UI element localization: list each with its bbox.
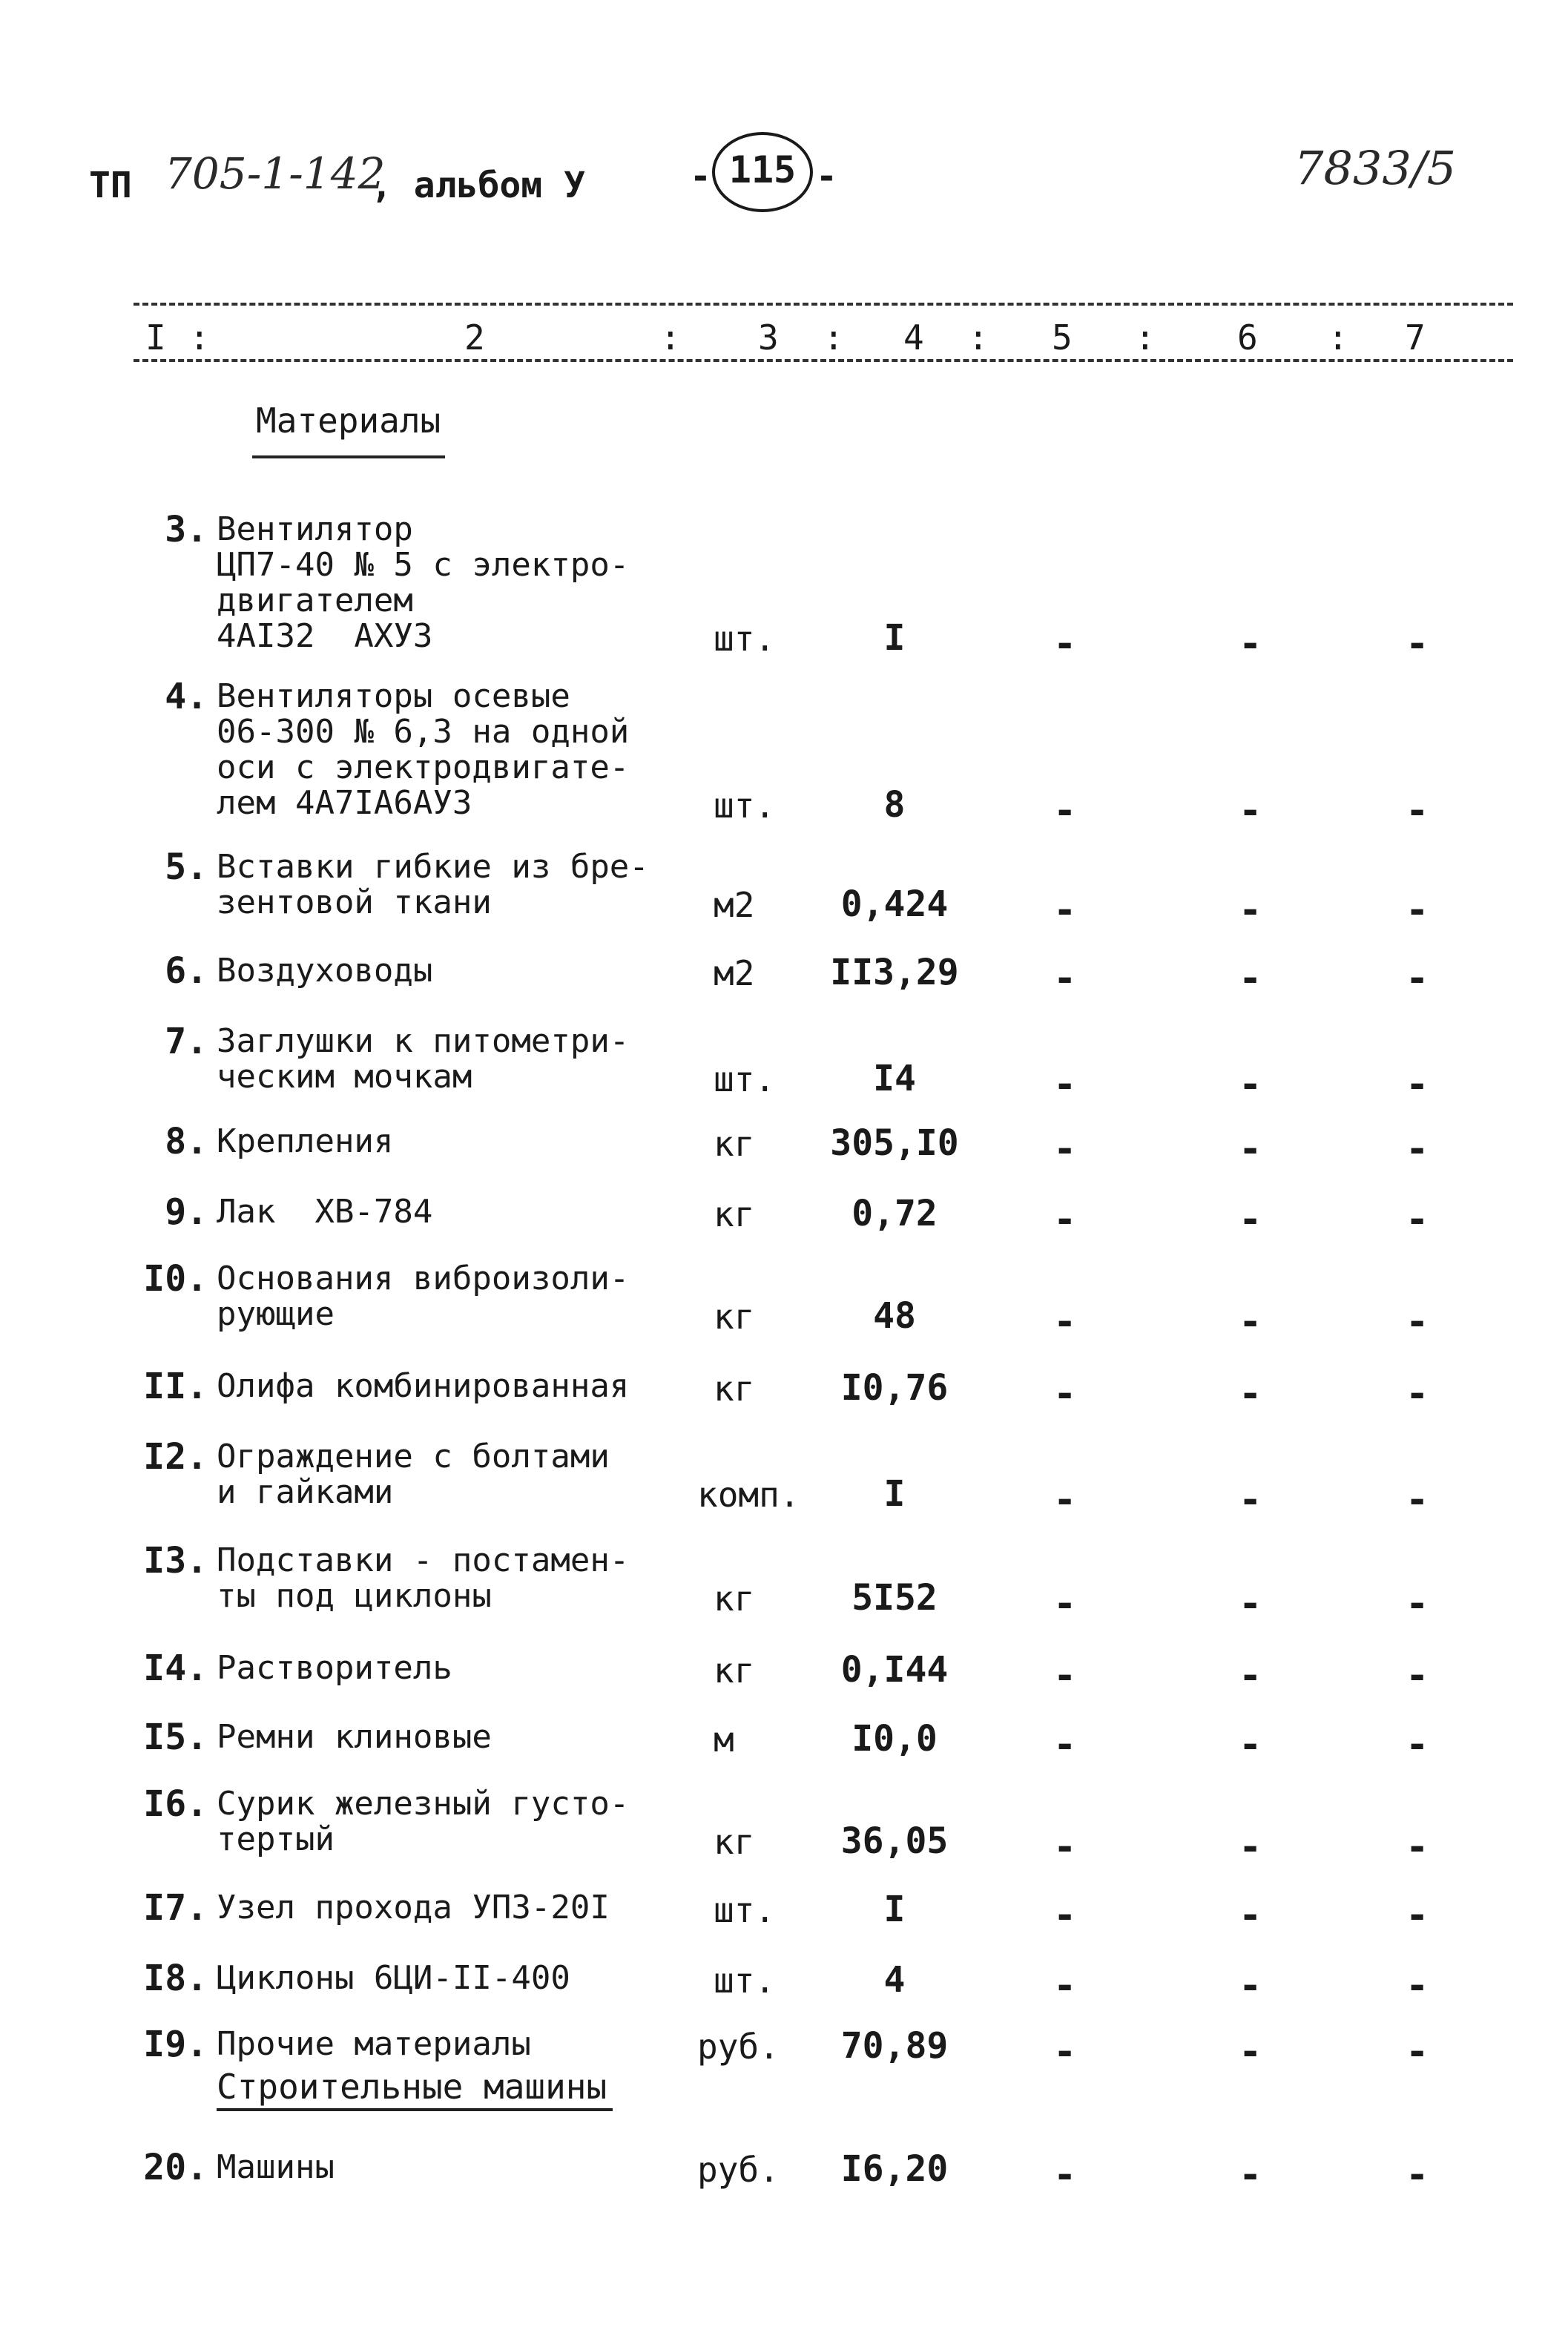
row-name: Узел прохода УП3-20I [217, 1889, 610, 1926]
empty-cell-dash: - [1053, 2153, 1077, 2197]
empty-cell-dash: - [1053, 1653, 1077, 1698]
row-name: Машины [217, 2148, 335, 2186]
empty-cell-dash: - [1406, 1893, 1429, 1938]
empty-cell-dash: - [1053, 888, 1077, 932]
column-number-3: 3 [758, 317, 779, 358]
row-name: Вентилятор ЦП7-40 № 5 с электро- двигателем 4АI32 АХУ3 [217, 510, 630, 655]
empty-cell-dash: - [1053, 1197, 1077, 1242]
tp-label: ТП [89, 165, 132, 206]
row-quantity: I6,20 [840, 2148, 949, 2190]
row-quantity: I0,76 [840, 1367, 949, 1409]
row-quantity: 0,I44 [840, 1649, 949, 1691]
row-number: 6. [165, 950, 208, 992]
empty-cell-dash: - [1239, 2153, 1262, 2197]
row-unit: шт. [714, 1059, 776, 1099]
column-number-4: 4 [903, 317, 924, 358]
row-unit: кг [714, 1579, 755, 1619]
empty-cell-dash: - [1406, 1062, 1429, 1107]
row-name: Лак ХВ-784 [217, 1193, 433, 1231]
empty-cell-dash: - [1406, 888, 1429, 932]
row-unit: руб. [697, 2150, 780, 2190]
row-unit: м [714, 1719, 734, 1760]
empty-cell-dash: - [1053, 1964, 1077, 2008]
column-number-1: I [145, 317, 166, 358]
empty-cell-dash: - [1053, 1372, 1077, 1416]
row-number: 7. [165, 1021, 208, 1062]
empty-cell-dash: - [1239, 1653, 1262, 1698]
empty-cell-dash: - [1053, 1127, 1077, 1171]
column-separator: : [1328, 317, 1348, 358]
empty-cell-dash: - [1239, 1825, 1262, 1869]
empty-cell-dash: - [1053, 1825, 1077, 1869]
row-name: Циклоны 6ЦИ-II-400 [217, 1959, 570, 1997]
empty-cell-dash: - [1239, 789, 1262, 833]
row-name: Растворитель [217, 1649, 452, 1687]
row-name: Ограждение с болтами и гайками [217, 1438, 610, 1511]
album-label: , альбом У [371, 165, 585, 206]
row-name: Подставки - постамен- ты под циклоны [217, 1541, 630, 1615]
empty-cell-dash: - [1239, 888, 1262, 932]
empty-cell-dash: - [1053, 1893, 1077, 1938]
empty-cell-dash: - [1406, 622, 1429, 666]
empty-cell-dash: - [1239, 2030, 1262, 2074]
row-quantity: II3,29 [830, 952, 959, 993]
row-quantity: 0,424 [840, 883, 949, 925]
empty-cell-dash: - [1406, 1582, 1429, 1626]
row-number: 8. [165, 1121, 208, 1162]
empty-cell-dash: - [1239, 1582, 1262, 1626]
empty-cell-dash: - [1239, 1722, 1262, 1767]
row-unit: руб. [697, 2027, 780, 2067]
empty-cell-dash: - [1053, 1062, 1077, 1107]
row-quantity: 8 [883, 784, 906, 826]
row-unit: шт. [714, 1961, 776, 2001]
row-unit: кг [714, 1124, 755, 1164]
row-name: Заглушки к питометри- ческим мочкам [217, 1022, 630, 1096]
empty-cell-dash: - [1406, 1653, 1429, 1698]
row-number: I3. [143, 1540, 208, 1582]
row-unit: кг [714, 1194, 755, 1234]
row-number: I2. [143, 1436, 208, 1478]
row-name: Вставки гибкие из бре- зентовой ткани [217, 848, 649, 921]
empty-cell-dash: - [1406, 1300, 1429, 1344]
row-number: I6. [143, 1783, 208, 1825]
row-number: 20. [143, 2147, 208, 2188]
empty-cell-dash: - [1053, 956, 1077, 1001]
row-number: 4. [165, 676, 208, 717]
row-number: 5. [165, 846, 208, 888]
row-name: Олифа комбинированная [217, 1367, 630, 1405]
empty-cell-dash: - [1053, 1478, 1077, 1522]
empty-cell-dash: - [1406, 1825, 1429, 1869]
section-underline [217, 2108, 613, 2111]
row-quantity: I [883, 1473, 906, 1515]
row-unit: шт. [714, 1890, 776, 1930]
column-number-7: 7 [1405, 317, 1426, 358]
empty-cell-dash: - [1406, 1478, 1429, 1522]
empty-cell-dash: - [1239, 1478, 1262, 1522]
row-quantity: 4 [883, 1959, 906, 2001]
empty-cell-dash: - [1053, 1582, 1077, 1626]
row-unit: кг [714, 1369, 755, 1409]
empty-cell-dash: - [1406, 956, 1429, 1001]
empty-cell-dash: - [1053, 1300, 1077, 1344]
empty-cell-dash: - [1239, 1127, 1262, 1171]
empty-cell-dash: - [1406, 2153, 1429, 2197]
row-unit: шт. [714, 786, 776, 826]
empty-cell-dash: - [1406, 1722, 1429, 1767]
row-number: I7. [143, 1887, 208, 1929]
row-unit: комп. [697, 1475, 800, 1515]
section-title-machines: Строительные машины [217, 2067, 607, 2107]
row-quantity: 36,05 [840, 1820, 949, 1862]
row-name: Сурик железный густо- тертый [217, 1785, 630, 1858]
column-separator: : [660, 317, 681, 358]
project-code: 705-1-142 [165, 148, 386, 199]
row-number: I5. [143, 1717, 208, 1758]
table-header-rule [134, 359, 1513, 362]
page-dash-left: - [690, 156, 711, 197]
row-name: Воздуховоды [217, 952, 433, 990]
row-quantity: 48 [873, 1295, 916, 1337]
table-top-rule [134, 303, 1513, 306]
empty-cell-dash: - [1406, 789, 1429, 833]
section-underline [252, 455, 445, 458]
page-dash-right: - [816, 156, 837, 197]
column-number-6: 6 [1237, 317, 1258, 358]
empty-cell-dash: - [1053, 789, 1077, 833]
empty-cell-dash: - [1239, 1964, 1262, 2008]
row-name: Ремни клиновые [217, 1718, 492, 1756]
row-name: Крепления [217, 1122, 394, 1160]
row-unit: м2 [714, 885, 755, 925]
row-quantity: 0,72 [851, 1193, 938, 1234]
row-number: I9. [143, 2024, 208, 2065]
section-title-materials: Материалы [256, 401, 441, 441]
empty-cell-dash: - [1406, 1127, 1429, 1171]
column-separator: : [1135, 317, 1156, 358]
row-number: II. [143, 1366, 208, 1407]
column-separator: : [189, 317, 210, 358]
empty-cell-dash: - [1406, 1197, 1429, 1242]
empty-cell-dash: - [1406, 1372, 1429, 1416]
row-number: I4. [143, 1648, 208, 1689]
row-quantity: 5I52 [851, 1577, 938, 1619]
sheet-reference: 7833/5 [1294, 141, 1457, 195]
empty-cell-dash: - [1239, 1893, 1262, 1938]
row-quantity: I0,0 [851, 1718, 938, 1760]
page-number: 115 [728, 148, 797, 191]
row-name: Вентиляторы осевые 06-300 № 6,3 на одной оси с электродвигате- лем 4А7IА6АУ3 [217, 677, 630, 822]
empty-cell-dash: - [1239, 1197, 1262, 1242]
row-number: 3. [165, 509, 208, 550]
row-name: Основания виброизоли- рующие [217, 1260, 630, 1333]
row-unit: м2 [714, 953, 755, 993]
row-unit: шт. [714, 619, 776, 659]
column-separator: : [823, 317, 844, 358]
row-number: I8. [143, 1958, 208, 1999]
row-quantity: 305,I0 [830, 1122, 959, 1164]
row-unit: кг [714, 1822, 755, 1862]
empty-cell-dash: - [1053, 2030, 1077, 2074]
column-number-2: 2 [464, 317, 485, 358]
row-unit: кг [714, 1651, 755, 1691]
empty-cell-dash: - [1239, 1300, 1262, 1344]
row-unit: кг [714, 1297, 755, 1337]
row-quantity: 70,89 [840, 2025, 949, 2067]
row-name: Прочие материалы [217, 2025, 531, 2063]
column-separator: : [968, 317, 989, 358]
empty-cell-dash: - [1406, 1964, 1429, 2008]
empty-cell-dash: - [1239, 956, 1262, 1001]
row-quantity: I4 [873, 1058, 916, 1099]
row-quantity: I [883, 1889, 906, 1930]
column-number-5: 5 [1052, 317, 1073, 358]
row-quantity: I [883, 617, 906, 659]
empty-cell-dash: - [1406, 2030, 1429, 2074]
empty-cell-dash: - [1053, 622, 1077, 666]
empty-cell-dash: - [1053, 1722, 1077, 1767]
empty-cell-dash: - [1239, 1372, 1262, 1416]
row-number: I0. [143, 1258, 208, 1300]
empty-cell-dash: - [1239, 1062, 1262, 1107]
row-number: 9. [165, 1191, 208, 1233]
empty-cell-dash: - [1239, 622, 1262, 666]
